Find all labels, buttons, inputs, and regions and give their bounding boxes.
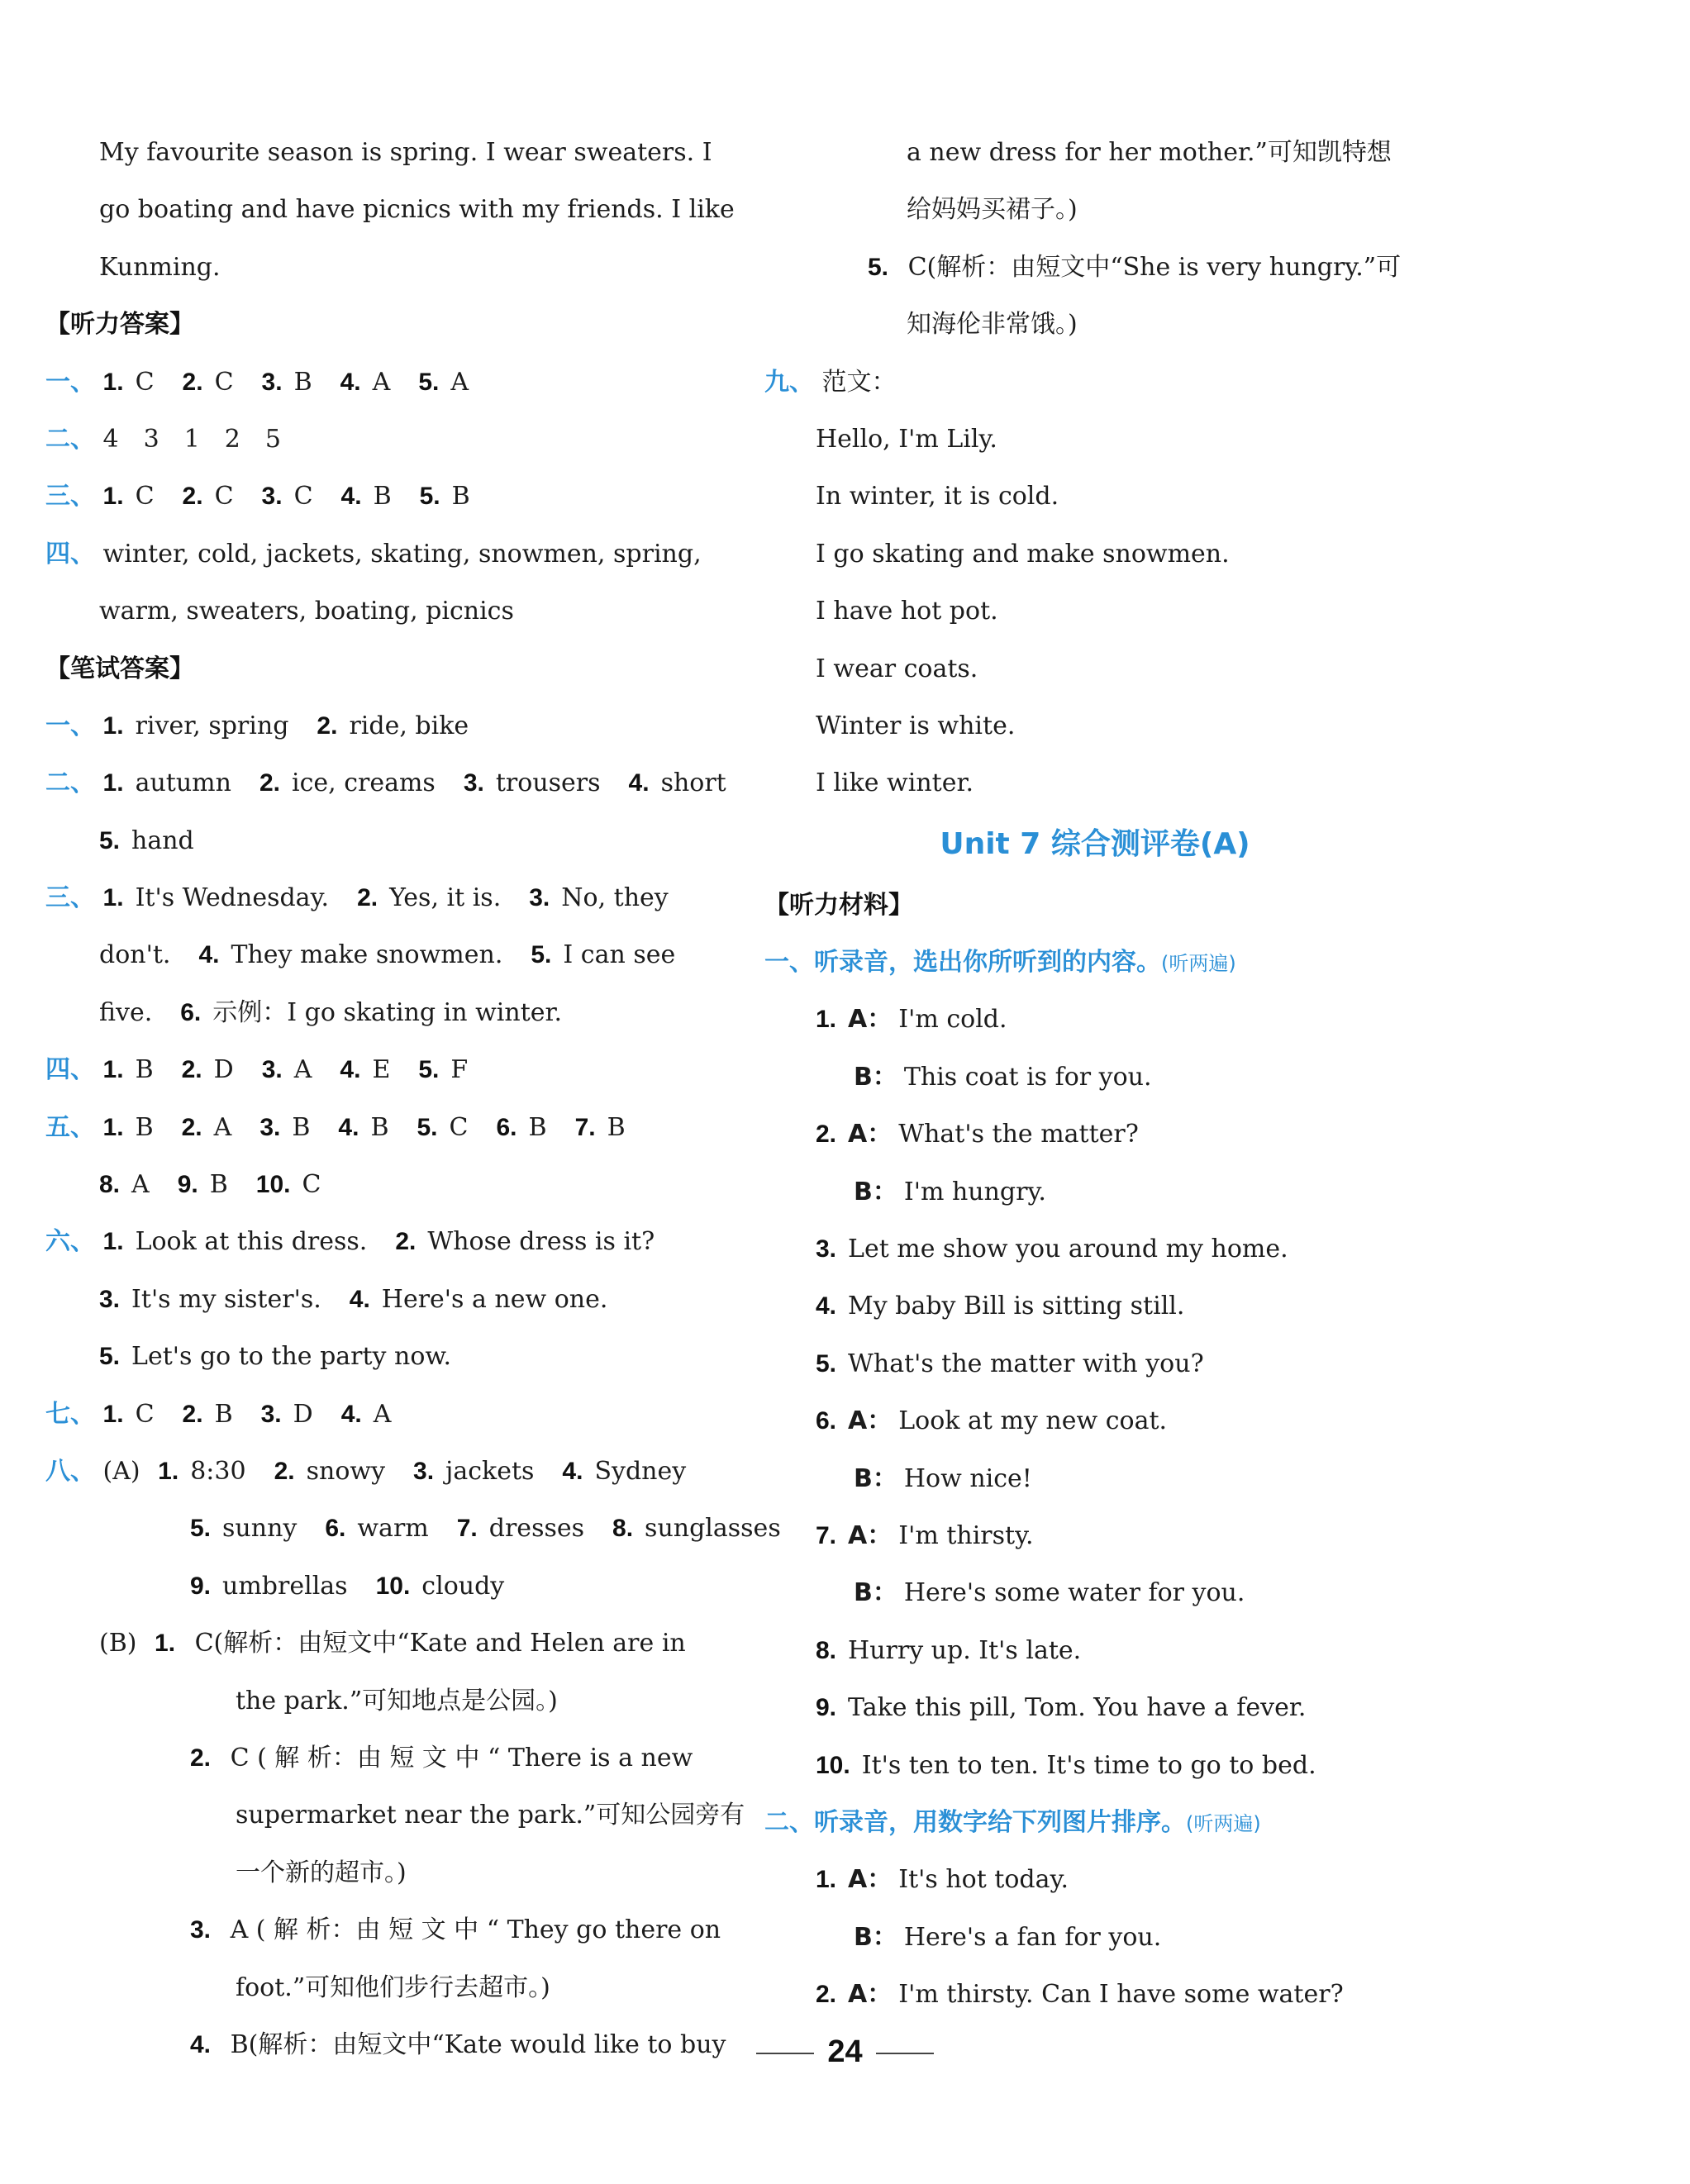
item-answer: I can see bbox=[563, 940, 676, 970]
item-list bbox=[158, 1457, 686, 1486]
item-answer: autumn bbox=[135, 768, 231, 798]
item-list bbox=[99, 1342, 451, 1371]
answer-text: winter, cold, jackets, skating, snowmen, spring, bbox=[102, 539, 702, 569]
item-list bbox=[103, 482, 470, 511]
item-answer: hand bbox=[131, 826, 194, 855]
item-answer: snowy bbox=[306, 1456, 386, 1486]
item-number: 2. bbox=[395, 1228, 417, 1256]
item-number: 2. bbox=[317, 711, 338, 740]
dialogue-line bbox=[764, 1392, 1426, 1449]
intro-line: go boating and have picnics with my friends. I like bbox=[99, 195, 735, 225]
item-number: 8. bbox=[99, 1171, 121, 1199]
item-number: 4. bbox=[340, 1400, 362, 1428]
item-answer: C bbox=[135, 367, 155, 397]
item-number: 9. bbox=[816, 1694, 837, 1722]
item-number: 3. bbox=[413, 1457, 435, 1485]
item-number: 1. bbox=[102, 711, 124, 740]
item-number: 1. bbox=[102, 769, 124, 797]
item-list bbox=[99, 826, 194, 855]
section-marker: 二、 bbox=[45, 768, 95, 798]
dialogue-text: It's ten to ten. It's time to go to bed. bbox=[861, 1750, 1316, 1780]
item-number: 1. bbox=[102, 1113, 124, 1141]
section-marker: 二、 bbox=[45, 424, 95, 454]
item-answer: It's my sister's. bbox=[131, 1284, 321, 1314]
answer-row bbox=[45, 984, 719, 1041]
item-answer: B bbox=[135, 1055, 154, 1085]
dialogue-text: This coat is for you. bbox=[903, 1062, 1152, 1092]
item-answer: A bbox=[131, 1170, 150, 1200]
item-answer: Look at this dress. bbox=[135, 1227, 368, 1257]
item-answer: Here's a new one. bbox=[381, 1284, 608, 1314]
item-number: 3. bbox=[261, 483, 283, 511]
section-marker: 九、 bbox=[764, 367, 814, 397]
item-answer: cloudy bbox=[421, 1571, 505, 1601]
item-answer: umbrellas bbox=[222, 1571, 348, 1601]
item-answer: B bbox=[292, 1112, 311, 1142]
dialogue-text: What's the matter? bbox=[898, 1120, 1139, 1149]
item-answer: jackets bbox=[445, 1456, 535, 1486]
answer-row bbox=[45, 1500, 781, 1557]
item-list bbox=[103, 1055, 469, 1084]
item-answer: B bbox=[528, 1112, 547, 1142]
item-number: 1. bbox=[102, 1400, 124, 1428]
speaker-label: A： bbox=[848, 1865, 893, 1895]
item-answer: 示例：I go skating in winter. bbox=[212, 997, 563, 1027]
item-answer: C bbox=[214, 367, 234, 397]
explanation-continuation: foot.”可知他们步行去超市。) bbox=[236, 1972, 550, 2002]
item-number: 9. bbox=[190, 1572, 212, 1600]
item-list bbox=[99, 998, 562, 1027]
item-number: 5. bbox=[417, 1113, 438, 1141]
item-number: 1. bbox=[102, 483, 124, 511]
answer-row bbox=[45, 1730, 719, 1787]
dialogue-line bbox=[764, 1106, 1426, 1163]
item-answer: A bbox=[373, 1399, 392, 1429]
item-number: 2. bbox=[181, 1113, 202, 1141]
item-list bbox=[103, 1400, 392, 1429]
item-number: 10. bbox=[816, 1751, 850, 1779]
item-list bbox=[103, 368, 469, 397]
answer-row bbox=[45, 1099, 719, 1156]
item-number: 4. bbox=[340, 483, 362, 511]
item-number: 4. bbox=[340, 1056, 361, 1084]
item-number: 4. bbox=[349, 1285, 370, 1313]
item-number: 5. bbox=[816, 1349, 837, 1377]
speaker-label: B： bbox=[854, 1177, 897, 1206]
dialogue-line bbox=[764, 1450, 1426, 1507]
item-number: 1. bbox=[102, 1056, 124, 1084]
item-number: 3. bbox=[816, 1235, 837, 1263]
answer-row bbox=[45, 1615, 719, 1672]
section-note: (听两遍) bbox=[1161, 952, 1236, 976]
item-number: 3. bbox=[260, 1400, 282, 1428]
item-number: 3. bbox=[259, 1113, 281, 1141]
item-answer: C bbox=[449, 1112, 469, 1142]
item-number: 1. bbox=[816, 1006, 837, 1034]
dialogue-line bbox=[764, 1163, 1426, 1220]
answer-row bbox=[764, 239, 1426, 296]
answer-row bbox=[45, 926, 719, 983]
item-answer: A bbox=[293, 1055, 312, 1085]
answer-continuation: warm, sweaters, boating, picnics bbox=[99, 597, 514, 626]
item-answer: D bbox=[213, 1055, 234, 1085]
item-list bbox=[103, 1227, 655, 1256]
item-number: 6. bbox=[816, 1407, 837, 1435]
item-number: 2. bbox=[816, 1981, 837, 2009]
item-answer: sunny bbox=[222, 1514, 298, 1544]
item-number: 5. bbox=[418, 368, 440, 396]
dialogue-line bbox=[764, 1737, 1426, 1794]
item-answer: Yes, it is. bbox=[389, 883, 502, 913]
essay-line: In winter, it is cold. bbox=[816, 482, 1059, 512]
item-list bbox=[103, 711, 469, 740]
item-answer: C bbox=[302, 1170, 321, 1200]
essay-line: I have hot pot. bbox=[816, 597, 998, 626]
dialogue-line bbox=[764, 1335, 1426, 1392]
explanation-continuation: the park.”可知地点是公园。) bbox=[236, 1686, 558, 1715]
answer-row bbox=[45, 869, 719, 926]
item-answer: A bbox=[213, 1112, 232, 1142]
item-answer: river, spring bbox=[135, 711, 289, 740]
dialogue-line bbox=[764, 1622, 1426, 1679]
essay-line: Hello, I'm Lily. bbox=[816, 424, 997, 454]
section-title: 一、听录音，选出你所听到的内容。 bbox=[764, 948, 1161, 978]
dialogue-line bbox=[764, 1851, 1426, 1908]
item-answer: warm bbox=[357, 1514, 429, 1544]
dialogue-list bbox=[764, 1851, 1426, 2023]
explanation-continuation: supermarket near the park.”可知公园旁有 bbox=[236, 1801, 745, 1830]
speaker-label: A： bbox=[848, 1005, 893, 1035]
dialogue-line bbox=[764, 1909, 1426, 1966]
item-number: 2. bbox=[181, 1056, 202, 1084]
item-number: 3. bbox=[99, 1285, 121, 1313]
dialogue-text: Here's some water for you. bbox=[903, 1578, 1245, 1608]
item-number: 7. bbox=[456, 1515, 478, 1543]
item-number: 1. bbox=[155, 1630, 176, 1658]
page-number: 24 bbox=[827, 2034, 863, 2069]
speaker-label: B： bbox=[854, 1578, 897, 1608]
explanation-continuation: 知海伦非常饿。) bbox=[907, 310, 1078, 340]
item-number: 5. bbox=[868, 253, 889, 281]
explanation-continuation: 给妈妈买裙子。) bbox=[907, 195, 1078, 225]
explanation-continuation: 一个新的超市。) bbox=[236, 1858, 407, 1887]
answer-row bbox=[45, 1901, 719, 1958]
dialogue-text: What's the matter with you? bbox=[848, 1349, 1204, 1378]
item-answer: B bbox=[293, 367, 312, 397]
section-note: (听两遍) bbox=[1186, 1811, 1261, 1835]
item-number: 7. bbox=[816, 1521, 837, 1549]
item-number: 1. bbox=[158, 1457, 179, 1485]
item-number: 4. bbox=[338, 1113, 359, 1141]
item-answer: C bbox=[293, 482, 313, 512]
section-marker: 三、 bbox=[45, 482, 95, 512]
answer-row bbox=[45, 1271, 719, 1328]
item-answer: It's Wednesday. bbox=[135, 883, 330, 913]
item-answer: sunglasses bbox=[645, 1514, 781, 1544]
dialogue-text: Hurry up. It's late. bbox=[848, 1635, 1082, 1665]
dialogue-line bbox=[764, 1220, 1426, 1278]
item-number: 8. bbox=[816, 1636, 837, 1664]
item-answer: A bbox=[450, 367, 469, 397]
dialogue-text: Look at my new coat. bbox=[898, 1406, 1168, 1436]
dialogue-line bbox=[764, 1564, 1426, 1621]
item-answer: C bbox=[135, 482, 155, 512]
speaker-label: A： bbox=[848, 1980, 893, 2010]
item-answer: C bbox=[135, 1399, 155, 1429]
section-heading bbox=[764, 934, 1426, 991]
item-number: 5. bbox=[531, 941, 552, 969]
section-marker: 七、 bbox=[45, 1399, 95, 1429]
answer-row bbox=[45, 1558, 719, 1615]
answer-row bbox=[45, 1443, 719, 1500]
item-number: 1. bbox=[102, 368, 124, 396]
explanation-text: B(解析：由短文中“Kate would like to buy bbox=[230, 2029, 726, 2059]
item-answer: five. bbox=[99, 997, 153, 1027]
model-essay-label: 范文： bbox=[821, 367, 897, 397]
answer-row bbox=[45, 1386, 719, 1443]
footer-dash bbox=[756, 2053, 814, 2054]
item-answer: B bbox=[607, 1112, 626, 1142]
item-answer: don't. bbox=[99, 940, 171, 970]
dialogue-text: Take this pill, Tom. You have a fever. bbox=[848, 1693, 1307, 1723]
dialogue-text: It's hot today. bbox=[898, 1865, 1069, 1895]
item-number: 4. bbox=[816, 1292, 837, 1320]
item-list bbox=[103, 883, 669, 912]
item-number: 9. bbox=[177, 1171, 198, 1199]
item-answer: E bbox=[372, 1055, 391, 1085]
dialogue-line bbox=[764, 1049, 1426, 1106]
speaker-label: A： bbox=[848, 1406, 893, 1436]
item-number: 2. bbox=[190, 1744, 212, 1772]
item-list bbox=[103, 1113, 626, 1142]
page-number-footer bbox=[0, 2034, 1690, 2070]
part-label: (B) bbox=[99, 1629, 137, 1658]
item-number: 6. bbox=[496, 1113, 517, 1141]
dialogue-line bbox=[764, 1966, 1426, 2023]
written-answers-header: 【笔试答案】 bbox=[45, 654, 194, 683]
answer-row bbox=[45, 754, 726, 811]
intro-line: My favourite season is spring. I wear sweaters. I bbox=[99, 138, 712, 167]
item-answer: B bbox=[373, 482, 392, 512]
item-answer: They make snowmen. bbox=[231, 940, 503, 970]
item-number: 4. bbox=[340, 368, 361, 396]
item-number: 2. bbox=[182, 483, 203, 511]
dialogue-line bbox=[764, 991, 1426, 1048]
item-list bbox=[190, 1572, 504, 1601]
left-column bbox=[45, 124, 781, 2073]
item-number: 3. bbox=[463, 769, 484, 797]
explanation-text: A ( 解 析：由 短 文 中 “ They go there on bbox=[230, 1915, 721, 1945]
item-number: 3. bbox=[261, 1056, 283, 1084]
item-answer: B bbox=[370, 1112, 389, 1142]
section-marker: 五、 bbox=[45, 1112, 95, 1142]
unit-title: Unit 7 综合测评卷(A) bbox=[940, 826, 1250, 861]
item-answer: short bbox=[660, 768, 726, 798]
speaker-label: A： bbox=[848, 1120, 893, 1149]
section-marker: 四、 bbox=[45, 1055, 95, 1085]
item-number: 2. bbox=[182, 368, 203, 396]
item-number: 10. bbox=[255, 1171, 291, 1199]
explanation-text: C(解析：由短文中“Kate and Helen are in bbox=[194, 1629, 686, 1658]
item-number: 3. bbox=[529, 884, 550, 912]
item-answer: Let's go to the party now. bbox=[131, 1342, 452, 1372]
item-number: 2. bbox=[274, 1457, 295, 1485]
item-answer: A bbox=[372, 367, 391, 397]
item-number: 2. bbox=[259, 769, 280, 797]
dialogue-text: I'm hungry. bbox=[903, 1177, 1046, 1206]
explanation-text: C ( 解 析：由 短 文 中 “ There is a new bbox=[230, 1743, 693, 1772]
item-number: 2. bbox=[357, 884, 378, 912]
item-number: 4. bbox=[562, 1457, 583, 1485]
dialogue-text: I'm thirsty. bbox=[898, 1520, 1034, 1550]
answer-row bbox=[45, 812, 719, 869]
speaker-label: B： bbox=[854, 1062, 897, 1092]
section-marker: 一、 bbox=[45, 711, 95, 740]
answer-row bbox=[45, 1213, 719, 1270]
dialogue-line bbox=[764, 1278, 1426, 1335]
item-answer: B bbox=[451, 482, 470, 512]
item-answer: B bbox=[135, 1112, 154, 1142]
item-answer: B bbox=[209, 1170, 228, 1200]
item-answer: Whose dress is it? bbox=[427, 1227, 655, 1257]
dialogue-text: My baby Bill is sitting still. bbox=[848, 1292, 1185, 1321]
speaker-label: A： bbox=[848, 1520, 893, 1550]
item-answer: 8:30 bbox=[190, 1456, 246, 1486]
item-list bbox=[190, 1514, 781, 1543]
item-answer: F bbox=[450, 1055, 469, 1085]
item-list bbox=[99, 1285, 607, 1314]
item-number: 1. bbox=[102, 1228, 124, 1256]
item-number: 6. bbox=[325, 1515, 346, 1543]
item-number: 5. bbox=[99, 1343, 121, 1371]
section-heading bbox=[764, 1794, 1426, 1851]
item-number: 4. bbox=[198, 941, 220, 969]
explanation-text: C(解析：由短文中“She is very hungry.”可 bbox=[907, 252, 1402, 282]
answer-row bbox=[45, 526, 719, 583]
listening-answers-header: 【听力答案】 bbox=[45, 310, 194, 340]
item-answer: D bbox=[293, 1399, 313, 1429]
dialogue-list bbox=[764, 991, 1426, 1793]
item-number: 6. bbox=[180, 998, 202, 1026]
section-marker: 三、 bbox=[45, 883, 95, 913]
listening-material-header: 【听力材料】 bbox=[764, 890, 913, 920]
item-number: 10. bbox=[375, 1572, 411, 1600]
section-marker: 四、 bbox=[45, 539, 95, 569]
answer-row bbox=[45, 411, 719, 468]
item-number: 2. bbox=[182, 1400, 203, 1428]
item-answer: dresses bbox=[488, 1514, 585, 1544]
item-number: 2. bbox=[816, 1121, 837, 1149]
item-number: 5. bbox=[99, 826, 121, 854]
section-marker: 一、 bbox=[45, 367, 95, 397]
item-number: 3. bbox=[190, 1916, 212, 1944]
answer-row bbox=[764, 354, 1426, 411]
answer-text: 4 3 1 2 5 bbox=[102, 424, 281, 454]
answer-row bbox=[45, 1041, 719, 1098]
item-number: 5. bbox=[419, 483, 440, 511]
essay-line: I go skating and make snowmen. bbox=[816, 539, 1230, 569]
part-label: (A) bbox=[102, 1456, 140, 1486]
intro-line: Kunming. bbox=[99, 252, 221, 282]
item-list bbox=[99, 1170, 321, 1199]
footer-dash bbox=[876, 2053, 934, 2054]
speaker-label: B： bbox=[854, 1922, 897, 1952]
dialogue-line bbox=[764, 1679, 1426, 1736]
answer-row bbox=[45, 1156, 719, 1213]
item-number: 7. bbox=[574, 1113, 596, 1141]
item-number: 5. bbox=[190, 1515, 212, 1543]
item-answer: B bbox=[214, 1399, 233, 1429]
answer-row bbox=[45, 1328, 719, 1385]
dialogue-text: I'm thirsty. Can I have some water? bbox=[898, 1980, 1344, 2010]
item-answer: trousers bbox=[495, 768, 601, 798]
item-number: 5. bbox=[418, 1056, 440, 1084]
item-answer: No, they bbox=[561, 883, 669, 913]
item-number: 8. bbox=[612, 1515, 634, 1543]
item-answer: ride, bike bbox=[349, 711, 469, 740]
dialogue-text: Let me show you around my home. bbox=[848, 1235, 1288, 1264]
explanation-continuation: a new dress for her mother.”可知凯特想 bbox=[907, 138, 1392, 167]
right-column bbox=[764, 124, 1426, 2024]
dialogue-text: Here's a fan for you. bbox=[903, 1922, 1162, 1952]
item-list bbox=[103, 768, 726, 797]
answer-row bbox=[45, 697, 719, 754]
item-number: 4. bbox=[628, 769, 650, 797]
item-number: 1. bbox=[816, 1866, 837, 1894]
essay-line: I wear coats. bbox=[816, 654, 978, 683]
section-marker: 八、 bbox=[45, 1456, 95, 1486]
item-answer: Sydney bbox=[594, 1456, 687, 1486]
dialogue-text: I'm cold. bbox=[898, 1005, 1007, 1035]
speaker-label: B： bbox=[854, 1463, 897, 1493]
item-number: 1. bbox=[102, 884, 124, 912]
dialogue-line bbox=[764, 1507, 1426, 1564]
answer-row bbox=[45, 354, 719, 411]
essay-line: I like winter. bbox=[816, 768, 974, 798]
section-marker: 六、 bbox=[45, 1227, 95, 1257]
answer-row bbox=[45, 468, 719, 525]
item-list bbox=[99, 940, 675, 969]
essay-line: Winter is white. bbox=[816, 711, 1016, 740]
item-answer: ice, creams bbox=[291, 768, 436, 798]
item-number: 3. bbox=[261, 368, 283, 396]
item-number: 4. bbox=[190, 2030, 212, 2058]
item-answer: C bbox=[214, 482, 234, 512]
section-title: 二、听录音，用数字给下列图片排序。 bbox=[764, 1807, 1186, 1837]
dialogue-text: How nice! bbox=[903, 1463, 1032, 1493]
